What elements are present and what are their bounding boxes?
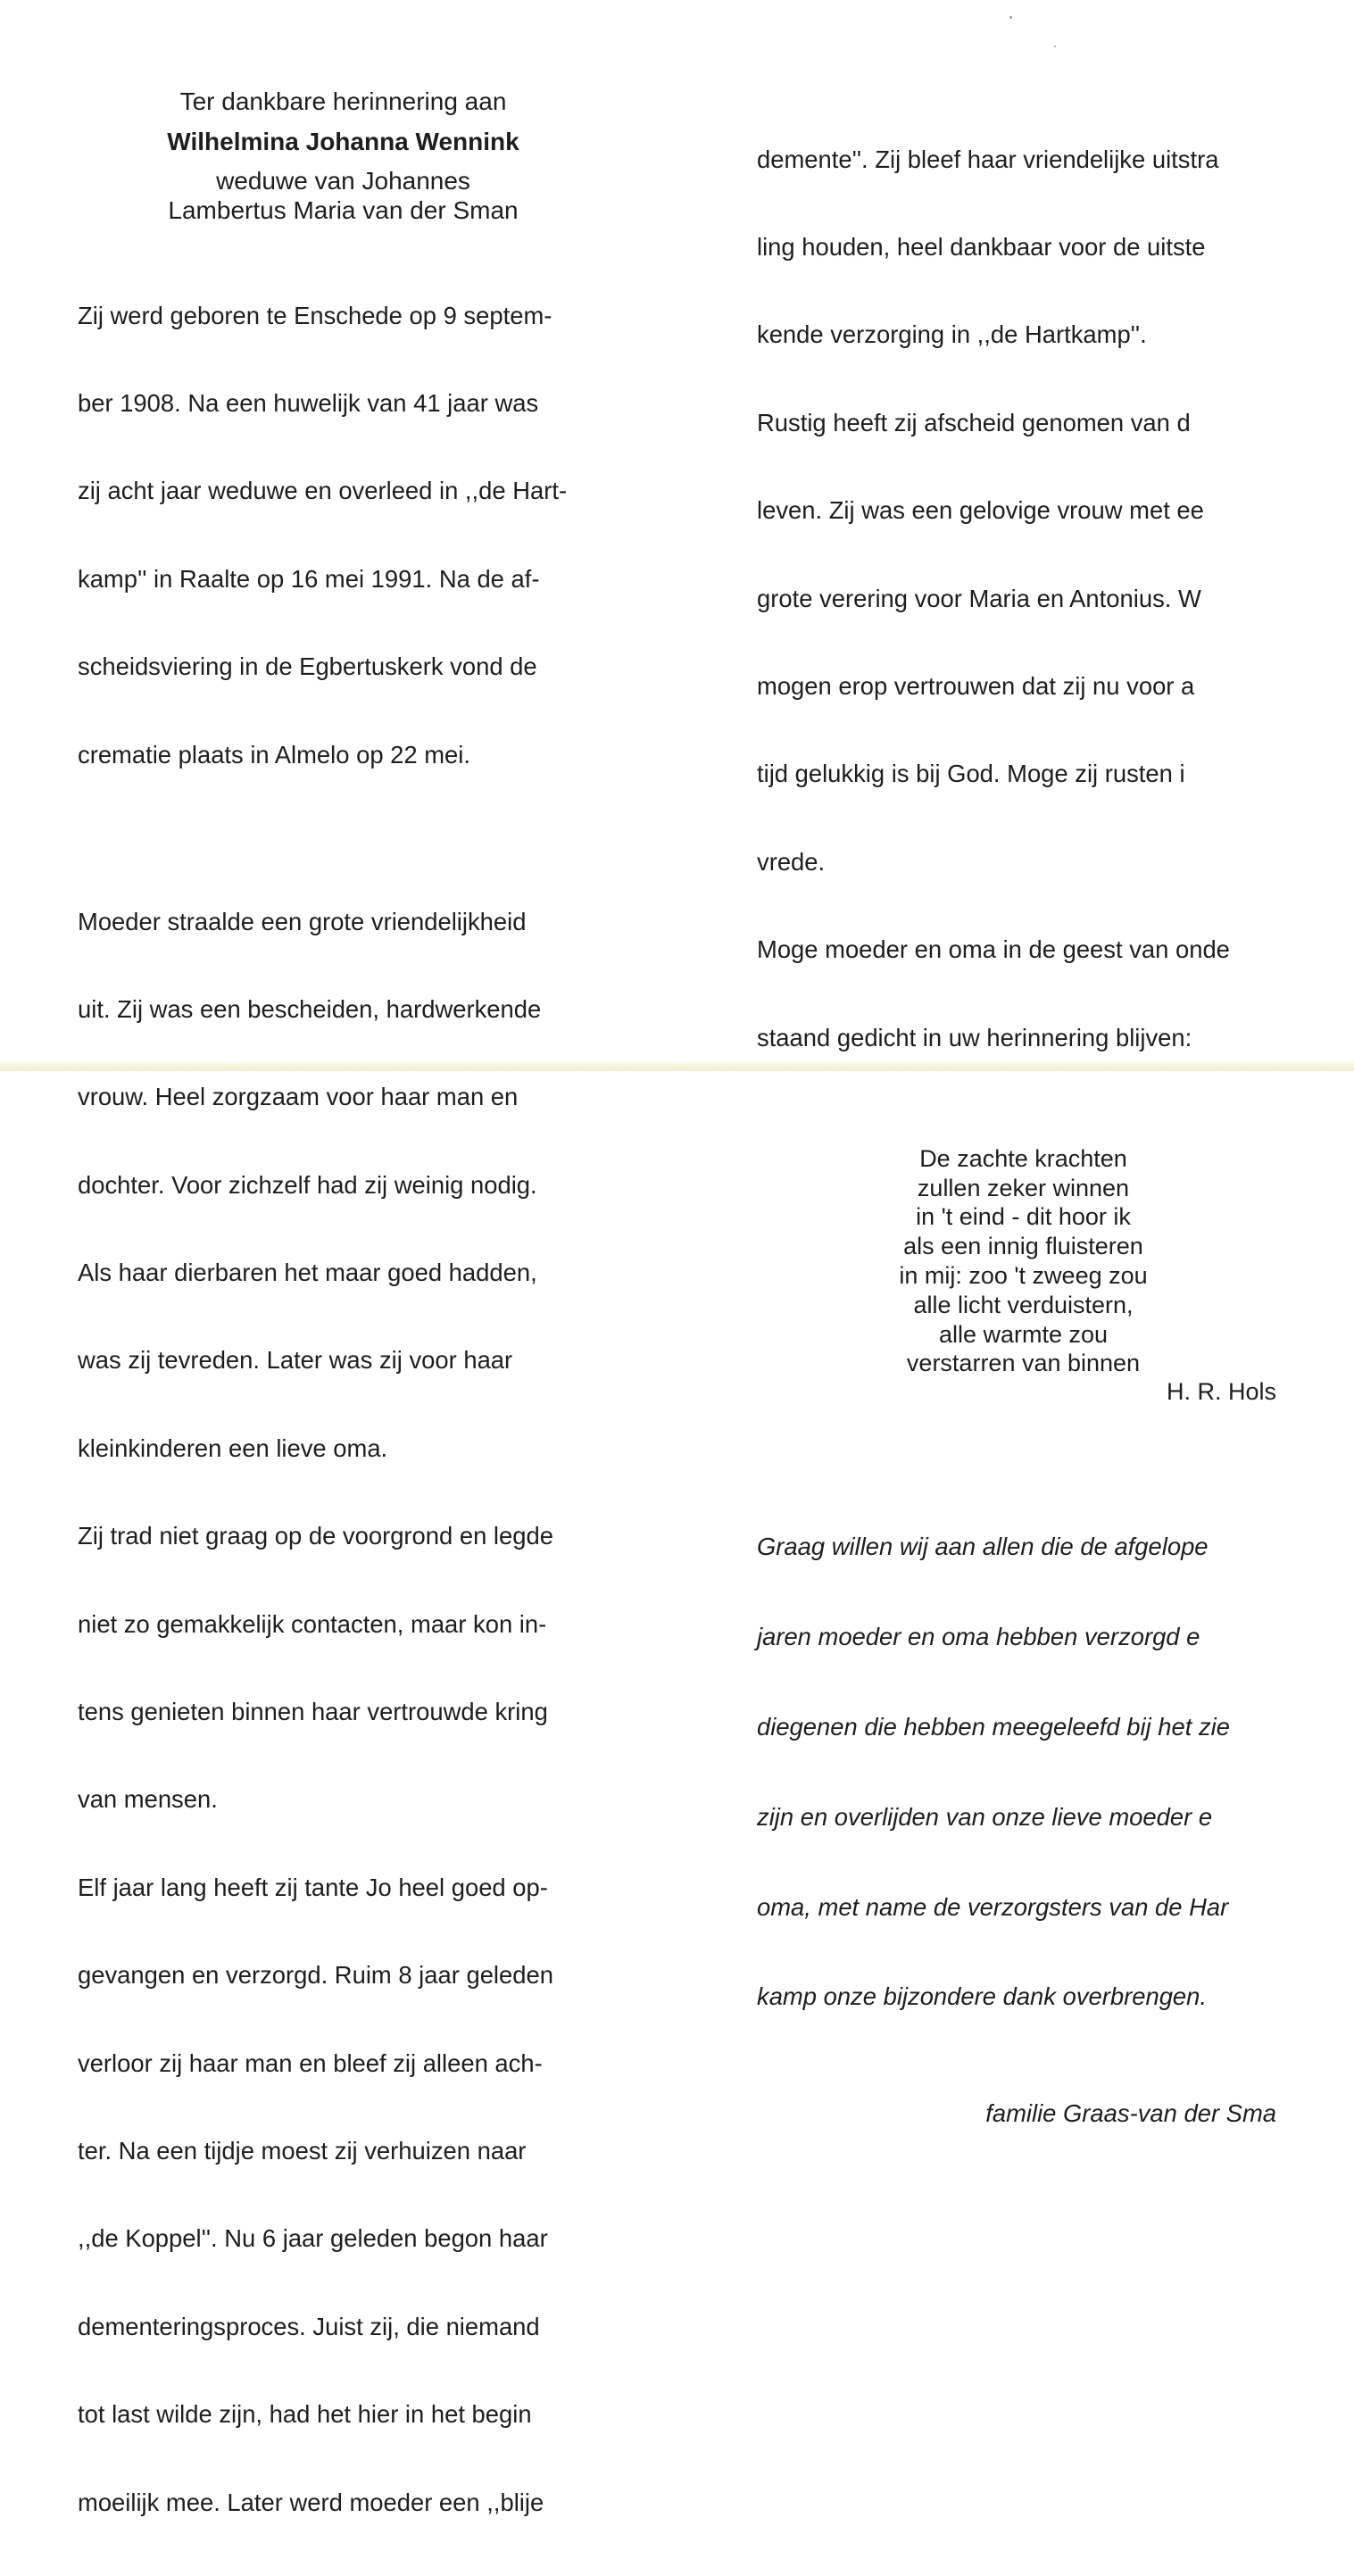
text-line: Als haar dierbaren het maar goed hadden, [78, 1259, 537, 1287]
text-line: kamp'' in Raalte op 16 mei 1991. Na de af- [78, 564, 540, 593]
text-line: ter. Na een tijdje moest zij verhuizen naar [78, 2137, 527, 2165]
family-signature: familie Graas-van der Sma [985, 2099, 1276, 2128]
scan-speck [1009, 16, 1012, 19]
poem-line: in 't eind - dit hoor ik [916, 1203, 1131, 1231]
text-line: dochter. Voor zichzelf had zij weinig nodig. [78, 1170, 537, 1199]
poem-line: zullen zeker winnen [917, 1174, 1130, 1201]
text-line: ber 1908. Na een huwelijk van 41 jaar was [78, 388, 539, 417]
text-line: ling houden, heel dankbaar voor de uitste [757, 232, 1206, 261]
poem-line: verstarren van binnen [906, 1350, 1141, 1377]
left-column [78, 87, 609, 2576]
text-line: van mensen. [78, 1785, 218, 1814]
text-line: Zij trad niet graag op de voorgrond en legde [78, 1522, 553, 1550]
poem-line: alle licht verduistern, [913, 1291, 1134, 1318]
text-line: leven. Zij was een gelovige vrouw met ee [757, 496, 1204, 525]
text-line: Elf jaar lang heeft zij tante Jo heel goed op- [78, 1873, 548, 1901]
biography-paragraph [78, 243, 609, 828]
scan-speck [1054, 46, 1056, 47]
text-line: uit. Zij was een bescheiden, hardwerkende [78, 994, 542, 1023]
text-line: jaren moeder en oma hebben verzorgd e [757, 1623, 1200, 1651]
poem-line: alle warmte zou [938, 1320, 1109, 1348]
continuation-paragraph [757, 87, 1276, 1111]
text-line: Graag willen wij aan allen die de afgelope [757, 1533, 1209, 1561]
text-line: gevangen en verzorgd. Ruim 8 jaar geleden [78, 1961, 553, 1990]
poem-author: H. R. Hols [1166, 1378, 1276, 1406]
text-line: oma, met name de verzorgsters van de Har [757, 1892, 1229, 1921]
widow-line-1: weduwe van Johannes [216, 167, 470, 195]
widow-line-2: Lambertus Maria van der Sman [168, 196, 519, 224]
text-line: crematie plaats in Almelo op 22 mei. [78, 740, 470, 769]
deceased-name: Wilhelmina Johanna Wennink [167, 128, 519, 155]
text-line: kleinkinderen een lieve oma. [78, 1433, 388, 1462]
text-line: ,,de Koppel''. Nu 6 jaar geleden begon haar [78, 2224, 548, 2253]
text-line: verloor zij haar man en bleef zij alleen ach- [78, 2048, 543, 2077]
text-line: demente''. Zij bleef haar vriendelijke uitstra [757, 145, 1219, 173]
text-line: grote verering voor Maria en Antonius. W [757, 584, 1201, 612]
text-line: moeilijk mee. Later werd moeder een ,,blije [78, 2488, 544, 2516]
text-line: vrede. [757, 847, 826, 876]
text-line: dementeringsproces. Juist zij, die niemand [78, 2312, 540, 2340]
scan-edge [0, 1060, 1354, 1071]
text-line: tijd gelukkig is bij God. Moge zij rusten i [757, 760, 1185, 788]
poem-line: De zachte krachten [919, 1144, 1127, 1172]
text-line: diegenen die hebben meegeleefd bij het zie [757, 1713, 1230, 1741]
text-line: zij acht jaar weduwe en overleed in ,,de Hart- [78, 477, 568, 505]
text-line: staand gedicht in uw herinnering blijven: [757, 1023, 1192, 1051]
character-paragraph [78, 849, 609, 2576]
text-line: kende verzorging in ,,de Hartkamp''. [757, 320, 1147, 349]
poem-line: in mij: zoo 't zweeg zou [899, 1262, 1148, 1290]
thanks-paragraph [757, 1472, 1276, 2072]
right-column [757, 87, 1276, 2128]
memorial-header [78, 87, 609, 225]
text-line: vrouw. Heel zorgzaam voor haar man en [78, 1083, 519, 1111]
dedication-line: Ter dankbare herinnering aan [179, 87, 507, 115]
poem-line: als een innig fluisteren [903, 1233, 1143, 1260]
text-line: Zij werd geboren te Enschede op 9 septem- [78, 301, 552, 329]
text-line: tens genieten binnen haar vertrouwde kring [78, 1698, 548, 1726]
text-line: scheidsviering in de Egbertuskerk vond de [78, 652, 537, 681]
text-line: tot last wilde zijn, had het hier in het begin [78, 2400, 532, 2429]
text-line: Moeder straalde een grote vriendelijkheid [78, 907, 527, 935]
text-line: zijn en overlijden van onze lieve moeder e [757, 1802, 1213, 1831]
text-line: was zij tevreden. Later was zij voor haar [78, 1346, 513, 1375]
poem [757, 1144, 1290, 1378]
text-line: Rustig heeft zij afscheid genomen van d [757, 408, 1191, 436]
text-line: niet zo gemakkelijk contacten, maar kon in- [78, 1609, 547, 1638]
text-line: mogen erop vertrouwen dat zij nu voor a [757, 671, 1195, 700]
text-line: kamp onze bijzondere dank overbrengen. [757, 1982, 1208, 2011]
text-line: Moge moeder en oma in de geest van onde [757, 935, 1230, 964]
